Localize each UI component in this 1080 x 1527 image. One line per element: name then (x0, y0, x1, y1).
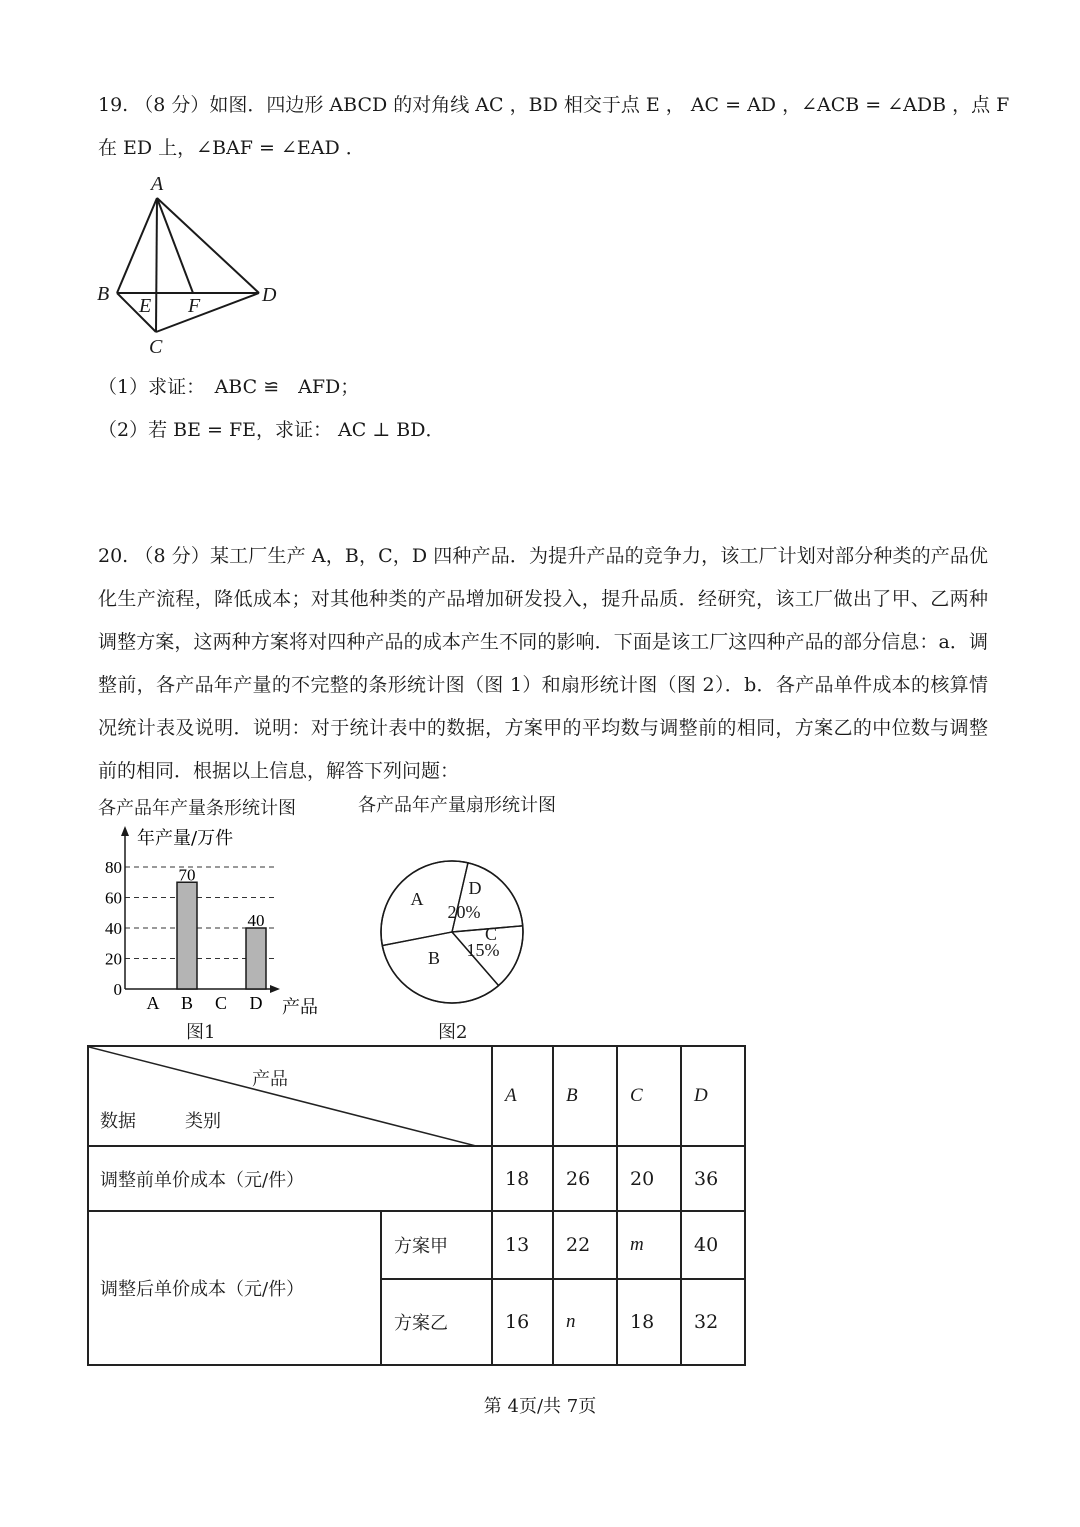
header-product-a: A (492, 1046, 553, 1146)
pie-label-A: A (410, 889, 424, 909)
pie-label-D: D (468, 878, 482, 898)
yi-cost-d: 32 (681, 1279, 745, 1365)
jia-cost-a: 13 (492, 1211, 553, 1279)
pie-chart (370, 850, 534, 1014)
q20-paragraph: 20. （8 分）某工厂生产 A，B，C，D 四种产品．为提升产品的竞争力，该工厂计划对部分种类的产品优化生产流程，降低成本；对其他种类的产品增加研发投入，提升品质．经研究，该工厂做出了甲、乙两种调整方案，这两种方案将对四种产品的成本产生不同的影响．下面是该工厂这四种产品的部分信息：a．调整前，各产品年产量的不完整的条形统计图（图 1）和扇形统计图（图 2）．b．各产品单件成本的核算情况统计表及说明．说明：对于统计表中的数据，方案甲的平均数与调整前的相同，方案乙的中位数与调整前的相同．根据以上信息，解答下列问题： (98, 545, 988, 782)
vertex-c-label: C (149, 336, 163, 358)
y-axis-label: 年产量/万件 (137, 828, 234, 849)
row-after-label: 调整后单价成本（元/件） (88, 1211, 381, 1365)
before-cost-c: 20 (617, 1146, 681, 1211)
table-header-diagonal-cell (88, 1046, 492, 1146)
q19-line1: 19. （8 分）如图．四边形 ABCD 的对角线 AC ，BD 相交于点 E ， AC = AD ，∠ACB = ∠ADB ，点 F (98, 94, 1010, 116)
jia-cost-d: 40 (681, 1211, 745, 1279)
q19-line2: 在 ED 上，∠BAF = ∠EAD ． (98, 137, 365, 159)
header-category-label: 类别 (185, 1111, 221, 1132)
before-cost-b: 26 (553, 1146, 617, 1211)
y-axis-arrow (121, 826, 129, 836)
header-product-c: C (617, 1046, 681, 1146)
point-e-label: E (139, 295, 152, 317)
data-label-D: 40 (247, 911, 265, 930)
header-product-d: D (681, 1046, 745, 1146)
segment-cd (156, 293, 259, 332)
q19-part2: （2）若 BE = FE，求证： AC ⊥ BD． (98, 419, 445, 441)
pie-percent-C: 15% (466, 940, 500, 960)
bar-B (177, 882, 197, 989)
vertex-a-label: A (151, 173, 164, 195)
row-before-label: 调整前单价成本（元/件） (88, 1146, 492, 1211)
segment-ac (156, 198, 157, 332)
yi-cost-b: n (553, 1279, 617, 1365)
data-label-B: 70 (178, 865, 196, 885)
y-tick-label-40: 40 (105, 919, 122, 938)
yi-cost-c: 18 (617, 1279, 681, 1365)
vertex-d-label: D (262, 284, 277, 306)
page-footer: 第 4页/共 7页 (483, 1396, 597, 1417)
segment-ab (117, 198, 157, 293)
jia-cost-c: m (617, 1211, 681, 1279)
pie-label-B: B (427, 948, 441, 968)
plan-yi-label: 方案乙 (381, 1279, 492, 1365)
x-axis-label: 产品 (282, 997, 318, 1018)
q19-part1: （1）求证： ABC ≌ AFD； (98, 376, 360, 398)
segment-ad (157, 198, 259, 293)
header-product-b: B (553, 1046, 617, 1146)
unit-cost-table (87, 1045, 746, 1366)
yi-cost-a: 16 (492, 1279, 553, 1365)
before-cost-d: 36 (681, 1146, 745, 1211)
bar-chart (92, 822, 332, 1022)
before-cost-a: 18 (492, 1146, 553, 1211)
q19-geometry-figure (92, 170, 292, 360)
pie-chart-title: 各产品年产量扇形统计图 (358, 795, 556, 816)
header-data-label: 数据 (100, 1111, 136, 1132)
segment-af (157, 198, 193, 293)
y-tick-label-80: 80 (105, 858, 122, 877)
x-tick-label-D: D (249, 993, 263, 1013)
bar-chart-caption: 图1 (186, 1022, 216, 1043)
x-tick-label-C: C (214, 993, 228, 1013)
y-tick-label-0: 0 (113, 980, 122, 999)
plan-jia-label: 方案甲 (381, 1211, 492, 1279)
x-axis-arrow (270, 985, 280, 993)
x-tick-label-B: B (180, 993, 194, 1013)
point-f-label: F (188, 295, 201, 317)
x-tick-label-A: A (146, 993, 160, 1013)
jia-cost-b: 22 (553, 1211, 617, 1279)
y-tick-label-20: 20 (105, 949, 122, 969)
bar-chart-title: 各产品年产量条形统计图 (98, 798, 296, 819)
y-tick-label-60: 60 (105, 888, 122, 908)
pie-label-C: C (484, 924, 498, 944)
pie-chart-caption: 图2 (438, 1022, 468, 1043)
vertex-b-label: B (97, 283, 110, 305)
bar-D (246, 928, 266, 989)
diagonal-line (89, 1047, 480, 1147)
pie-percent-D: 20% (447, 902, 481, 922)
header-product-label: 产品 (252, 1069, 288, 1090)
